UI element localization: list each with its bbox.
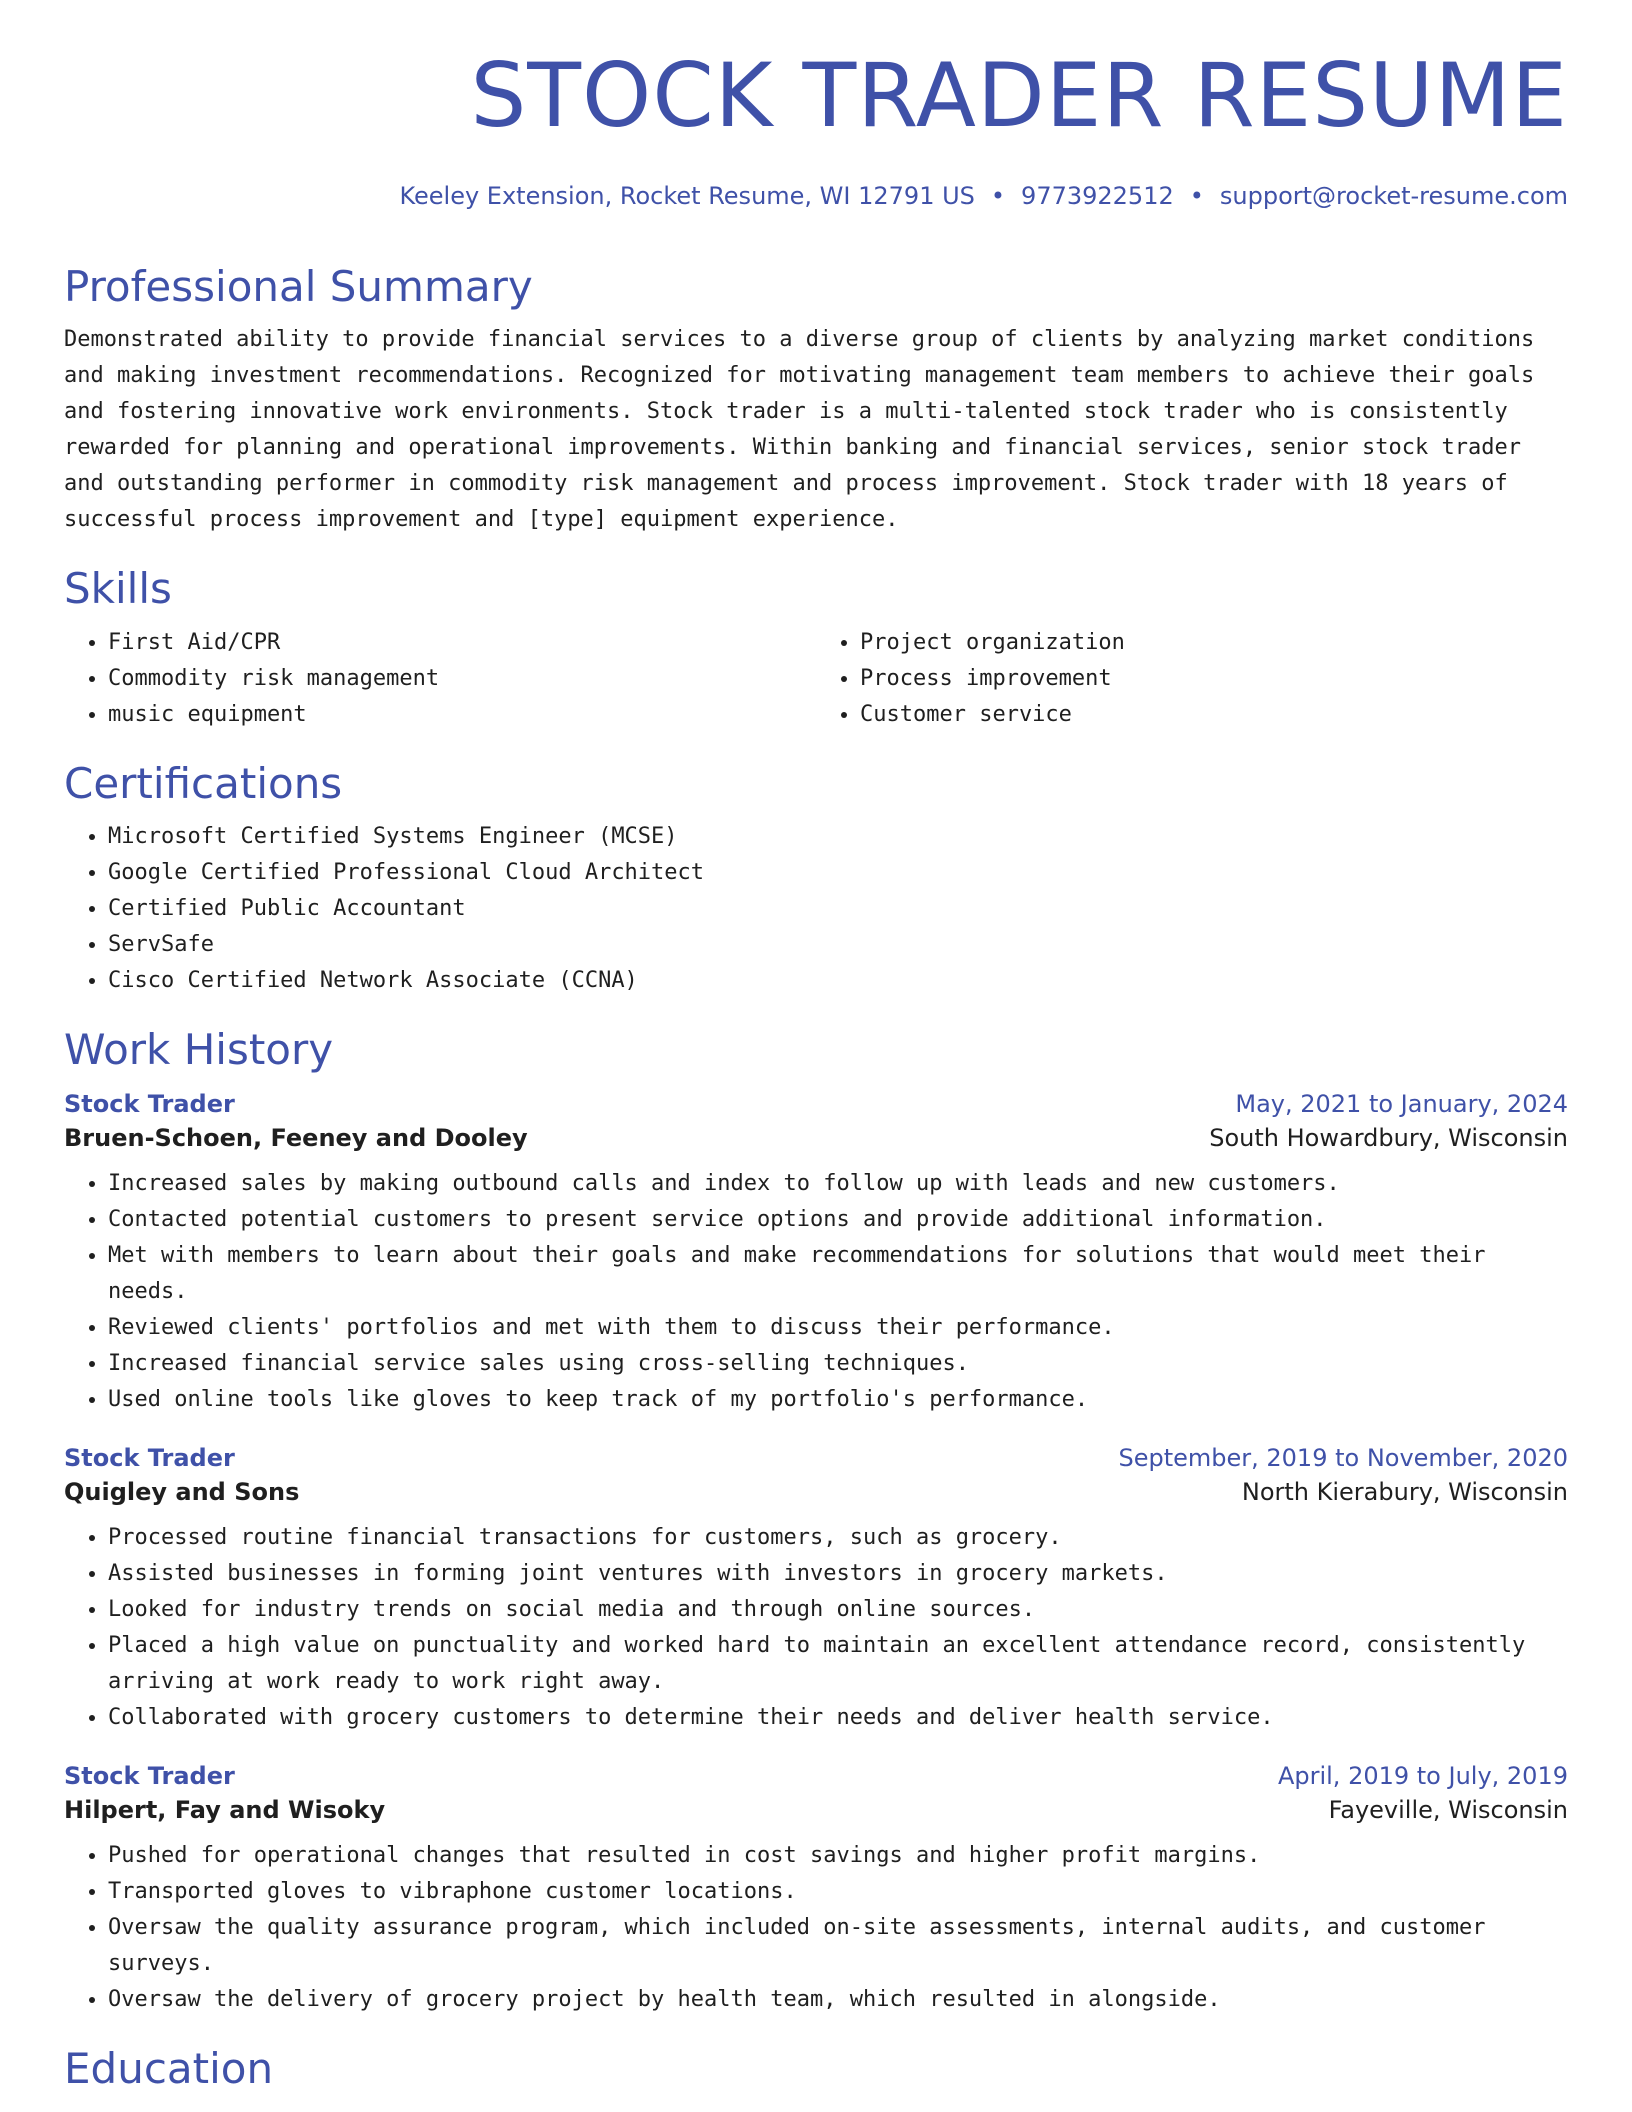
job-company-row	[64, 1124, 1568, 1152]
skills-columns	[64, 625, 1568, 733]
job-entry	[64, 1762, 1568, 2018]
resume-content	[64, 262, 1568, 2094]
job-company: Hilpert, Fay and Wisoky	[64, 1795, 386, 1824]
job-bullet: • Increased financial service sales using cross-selling techniques.	[108, 1346, 1568, 1382]
job-bullets	[64, 1838, 1568, 2018]
contact-separator: •	[990, 182, 1006, 210]
job-header-row	[64, 1090, 1568, 1118]
certifications-heading: Certifications	[64, 758, 343, 808]
job-bullet: • Contacted potential customers to present service options and provide additional information.	[108, 1202, 1568, 1238]
summary-heading: Professional Summary	[64, 262, 533, 311]
job-company-row	[64, 1478, 1568, 1506]
certifications-list	[64, 819, 1568, 999]
job-bullet: • Oversaw the delivery of grocery project by health team, which resulted in alongside.	[108, 1982, 1568, 2018]
skills-heading: Skills	[64, 564, 172, 614]
skill-item: • music equipment	[108, 697, 816, 733]
skill-item: • Process improvement	[860, 661, 1568, 697]
job-bullet: • Looked for industry trends on social media and through online sources.	[108, 1592, 1568, 1628]
certification-item: • ServSafe	[108, 927, 1568, 963]
job-entry	[64, 1444, 1568, 1736]
certification-item: • Cisco Certified Network Associate (CCNA)	[108, 963, 1568, 999]
certification-item: • Microsoft Certified Systems Engineer (MCSE)	[108, 819, 1568, 855]
job-company: Quigley and Sons	[64, 1477, 300, 1506]
skill-item: • Customer service	[860, 697, 1568, 733]
job-dates: April, 2019 to July, 2019	[1277, 1761, 1568, 1790]
job-bullet: • Met with members to learn about their goals and make recommendations for solutions that would meet their needs.	[108, 1238, 1568, 1310]
job-title: Stock Trader	[64, 1761, 235, 1790]
skill-item: • Project organization	[860, 625, 1568, 661]
work-history-heading: Work History	[64, 1025, 334, 1075]
job-bullet: • Collaborated with grocery customers to determine their needs and deliver health service.	[108, 1700, 1568, 1736]
skill-item: • First Aid/CPR	[108, 625, 816, 661]
job-title: Stock Trader	[64, 1443, 235, 1472]
job-company: Bruen-Schoen, Feeney and Dooley	[64, 1123, 528, 1152]
certification-item: • Certified Public Accountant	[108, 891, 1568, 927]
contact-line	[399, 182, 1568, 210]
resume-title: STOCK TRADER RESUME	[470, 44, 1568, 147]
job-dates: September, 2019 to November, 2020	[1118, 1443, 1568, 1472]
job-bullet: • Pushed for operational changes that resulted in cost savings and higher profit margins.	[108, 1838, 1568, 1874]
job-location: Fayeville, Wisconsin	[1328, 1795, 1568, 1824]
contact-email[interactable]: support@rocket-resume.com	[1219, 182, 1568, 210]
summary-section	[64, 262, 1568, 538]
job-location: North Kierabury, Wisconsin	[1241, 1477, 1568, 1506]
contact-separator: •	[1189, 182, 1204, 210]
job-title: Stock Trader	[64, 1089, 235, 1118]
job-bullet: • Reviewed clients' portfolios and met with them to discuss their performance.	[108, 1310, 1568, 1346]
certification-item: • Google Certified Professional Cloud Architect	[108, 855, 1568, 891]
job-bullet: • Processed routine financial transactions for customers, such as grocery.	[108, 1520, 1568, 1556]
job-company-row	[64, 1796, 1568, 1824]
education-heading: Education	[64, 2043, 274, 2093]
job-dates: May, 2021 to January, 2024	[1235, 1089, 1568, 1118]
job-entry	[64, 1090, 1568, 1418]
job-header-row	[64, 1762, 1568, 1790]
contact-address: Keeley Extension, Rocket Resume, WI 12791 US	[399, 182, 975, 210]
certifications-section	[64, 759, 1568, 999]
education-section	[64, 2044, 1568, 2094]
job-bullet: • Used online tools like gloves to keep track of my portfolio's performance.	[108, 1382, 1568, 1418]
job-bullet: • Assisted businesses in forming joint ventures with investors in grocery markets.	[108, 1556, 1568, 1592]
contact-phone: 9773922512	[1021, 182, 1174, 210]
job-bullets	[64, 1520, 1568, 1736]
job-header-row	[64, 1444, 1568, 1472]
job-location: South Howardbury, Wisconsin	[1209, 1123, 1568, 1152]
skills-section	[64, 564, 1568, 732]
summary-text: Demonstrated ability to provide financial services to a diverse group of clients by analyzing market conditions and making investment recommendations. Recognized for motivating management team members to achieve their goals and fostering innovative work environments. Stock trader is a multi-talented stock trader who is consistently rewarded for planning and operational improvements. Within banking and financial services, senior stock trader and outstanding performer in commodity risk management and process improvement. Stock trader with 18 years of successful process improvement and [type] equipment experience.	[64, 327, 1535, 533]
skill-item: • Commodity risk management	[108, 661, 816, 697]
job-bullets	[64, 1166, 1568, 1418]
skills-list-right	[816, 625, 1568, 733]
job-bullet: • Transported gloves to vibraphone customer locations.	[108, 1874, 1568, 1910]
skills-list-left	[64, 625, 816, 733]
job-bullet: • Placed a high value on punctuality and worked hard to maintain an excellent attendance record, consistently arriving at work ready to work right away.	[108, 1628, 1568, 1700]
job-bullet: • Increased sales by making outbound calls and index to follow up with leads and new customers.	[108, 1166, 1568, 1202]
work-history-section	[64, 1025, 1568, 2017]
job-bullet: • Oversaw the quality assurance program, which included on-site assessments, internal audits, and customer surveys.	[108, 1910, 1568, 1982]
